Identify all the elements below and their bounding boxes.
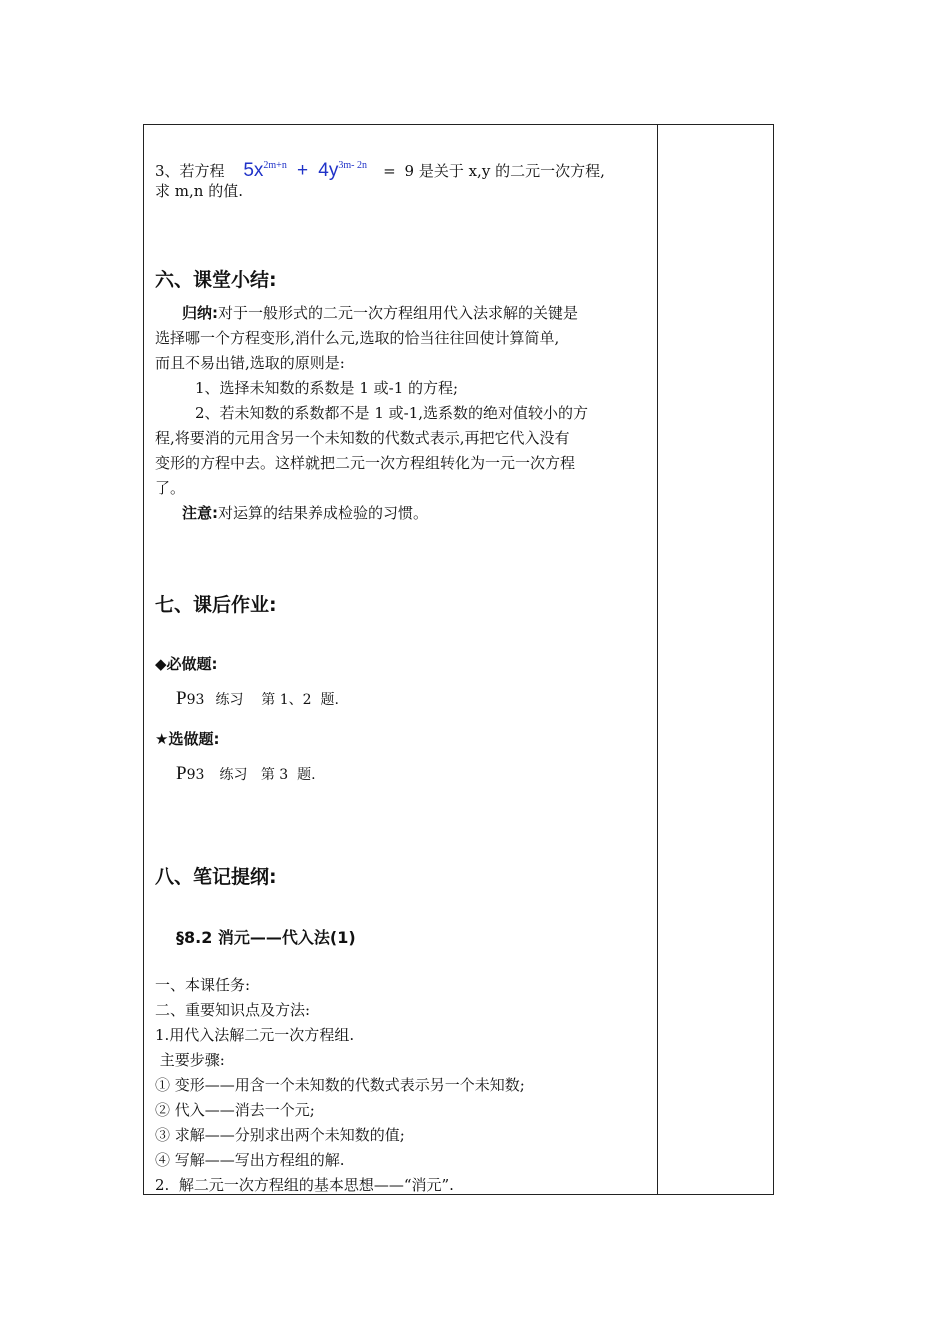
plus-sign: + <box>297 160 309 181</box>
section-6-heading: 六、课堂小结: <box>155 269 277 291</box>
outline-item-4: 主要步骤: <box>155 1051 225 1069</box>
optional-rest: 练习 第 3 题. <box>219 767 316 783</box>
section-7-heading: 七、课后作业: <box>155 594 277 616</box>
rule-2-line3: 变形的方程中去。这样就把二元一次方程组转化为一元一次方程 <box>155 454 576 472</box>
equation <box>243 160 371 181</box>
exponent-a: 2m+n <box>263 160 287 171</box>
outline-item-8: ④ 写解——写出方程组的解. <box>155 1151 345 1169</box>
equals-sign: = <box>383 162 396 180</box>
outline-item-9: 2. 解二元一次方程组的基本思想——“消元”. <box>155 1176 454 1194</box>
optional-p: P <box>176 763 187 784</box>
summary-line2: 选择哪一个方程变形,消什么元,选取的恰当往往回使计算简单, <box>155 329 560 347</box>
outline-item-7: ③ 求解——分别求出两个未知数的值; <box>155 1126 405 1144</box>
lesson-table <box>143 124 774 1195</box>
exponent-b: 3m- 2n <box>338 160 367 171</box>
summary-line3: 而且不易出错,选取的原则是: <box>155 354 345 372</box>
section-8-heading: 八、笔记提纲: <box>155 866 277 888</box>
rule-2-line4: 了。 <box>155 479 186 497</box>
note-line <box>182 501 428 526</box>
outline-item-1: 一、本课任务: <box>155 976 251 994</box>
rhs-value: 9 <box>404 162 415 180</box>
guina-label: 归纳: <box>182 304 218 322</box>
rule-2-line2: 程,将要消的元用含另一个未知数的代数式表示,再把它代入没有 <box>155 429 570 447</box>
rule-1: 1、选择未知数的系数是 1 或-1 的方程; <box>195 379 459 397</box>
outline-title: §8.2 消元——代入法(1) <box>176 928 356 947</box>
note-text: 对运算的结果养成检验的习惯。 <box>218 504 429 522</box>
question-3-prefix: 3、若方程 <box>155 162 225 180</box>
outline-item-2: 二、重要知识点及方法: <box>155 1001 311 1019</box>
term-5x: 5x <box>243 160 264 181</box>
required-page: 93 <box>186 692 205 708</box>
optional-task <box>176 763 316 785</box>
term-4y: 4y <box>318 160 339 181</box>
required-task <box>176 688 339 710</box>
optional-page: 93 <box>186 767 205 783</box>
required-label: ◆必做题: <box>155 655 218 673</box>
required-rest: 练习 第 1、2 题. <box>215 692 339 708</box>
note-label: 注意: <box>182 504 218 522</box>
guina-line1 <box>182 301 578 326</box>
guina-text: 对于一般形式的二元一次方程组用代入法求解的关键是 <box>218 304 579 322</box>
outline-item-6: ② 代入——消去一个元; <box>155 1101 315 1119</box>
question-3-suffix: 是关于 x,y 的二元一次方程, <box>418 162 605 180</box>
outline-item-3: 1.用代入法解二元一次方程组. <box>155 1026 355 1044</box>
optional-label: ★选做题: <box>155 730 220 748</box>
main-column <box>144 125 657 1194</box>
outline-item-5: ① 变形——用含一个未知数的代数式表示另一个未知数; <box>155 1076 525 1094</box>
question-3-line2: 求 m,n 的值. <box>155 182 243 200</box>
column-divider <box>657 125 658 1194</box>
rule-2-line1: 2、若未知数的系数都不是 1 或-1,选系数的绝对值较小的方 <box>195 404 589 422</box>
required-p: P <box>176 688 187 709</box>
